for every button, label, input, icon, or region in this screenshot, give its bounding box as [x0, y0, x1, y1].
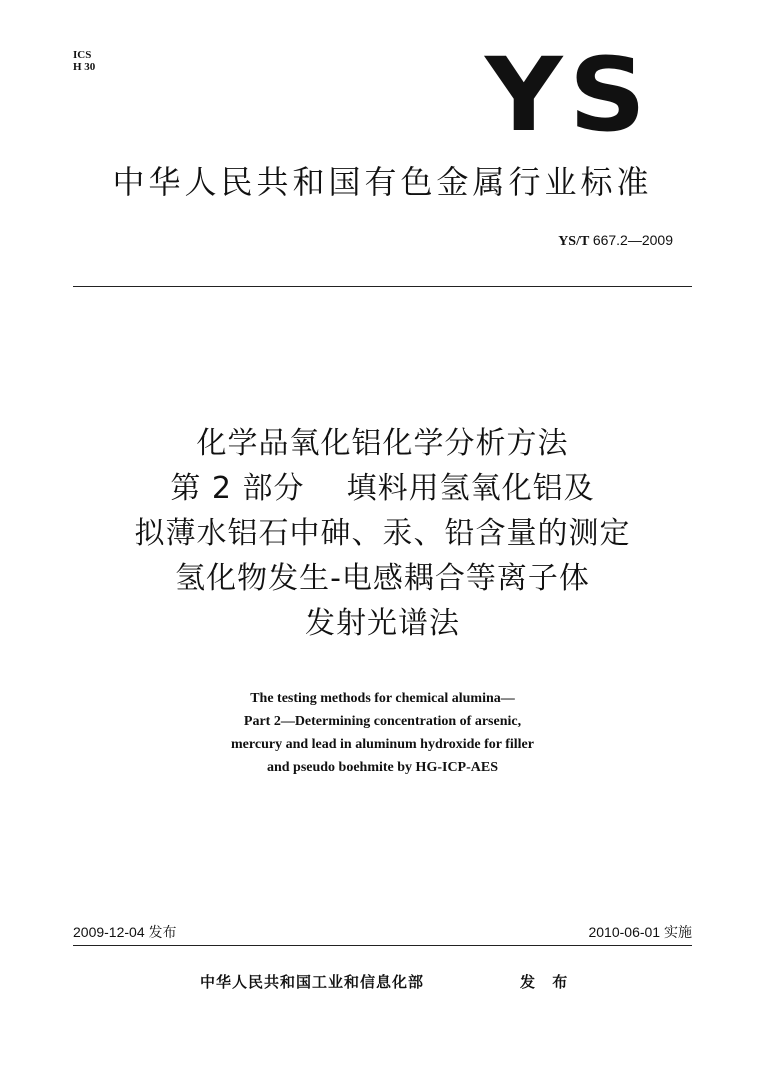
english-title-line: mercury and lead in aluminum hydroxide for filler [231, 737, 534, 752]
english-title [0, 687, 765, 779]
issue-date: 2009-12-04 发布 [73, 924, 177, 940]
english-title-line: Part 2—Determining concentration of arsenic, [243, 714, 522, 729]
english-title-line: and pseudo boehmite by HG-ICP-AES [266, 760, 499, 775]
classification-block [73, 49, 95, 73]
ics-code: ICS [73, 49, 92, 61]
publish-label: 发 布 [520, 973, 574, 991]
standard-code-number: 667.2—2009 [592, 232, 673, 248]
ys-logo: YS [484, 36, 652, 155]
chinese-title-line: 氢化物发生-电感耦合等离子体 [175, 561, 590, 596]
chinese-title-line: 第 2 部分 填料用氢氧化铝及 [170, 471, 595, 506]
footer-divider [73, 945, 692, 946]
standard-number [558, 232, 673, 250]
standard-code-prefix: YS/T [558, 234, 590, 249]
header-divider [73, 286, 692, 287]
english-title-line: The testing methods for chemical alumina— [250, 691, 515, 706]
implementation-date: 2010-06-01 实施 [588, 924, 692, 940]
chinese-title-line: 拟薄水铝石中砷、汞、铅含量的测定 [134, 516, 631, 551]
chinese-title-line: 发射光谱法 [305, 606, 460, 641]
ccs-code: H 30 [73, 61, 96, 73]
chinese-title [0, 421, 765, 646]
chinese-title-line: 化学品氧化铝化学分析方法 [196, 426, 569, 461]
publisher-name: 中华人民共和国工业和信息化部 [200, 973, 425, 991]
standard-category-title: 中华人民共和国有色金属行业标准 [112, 163, 653, 201]
